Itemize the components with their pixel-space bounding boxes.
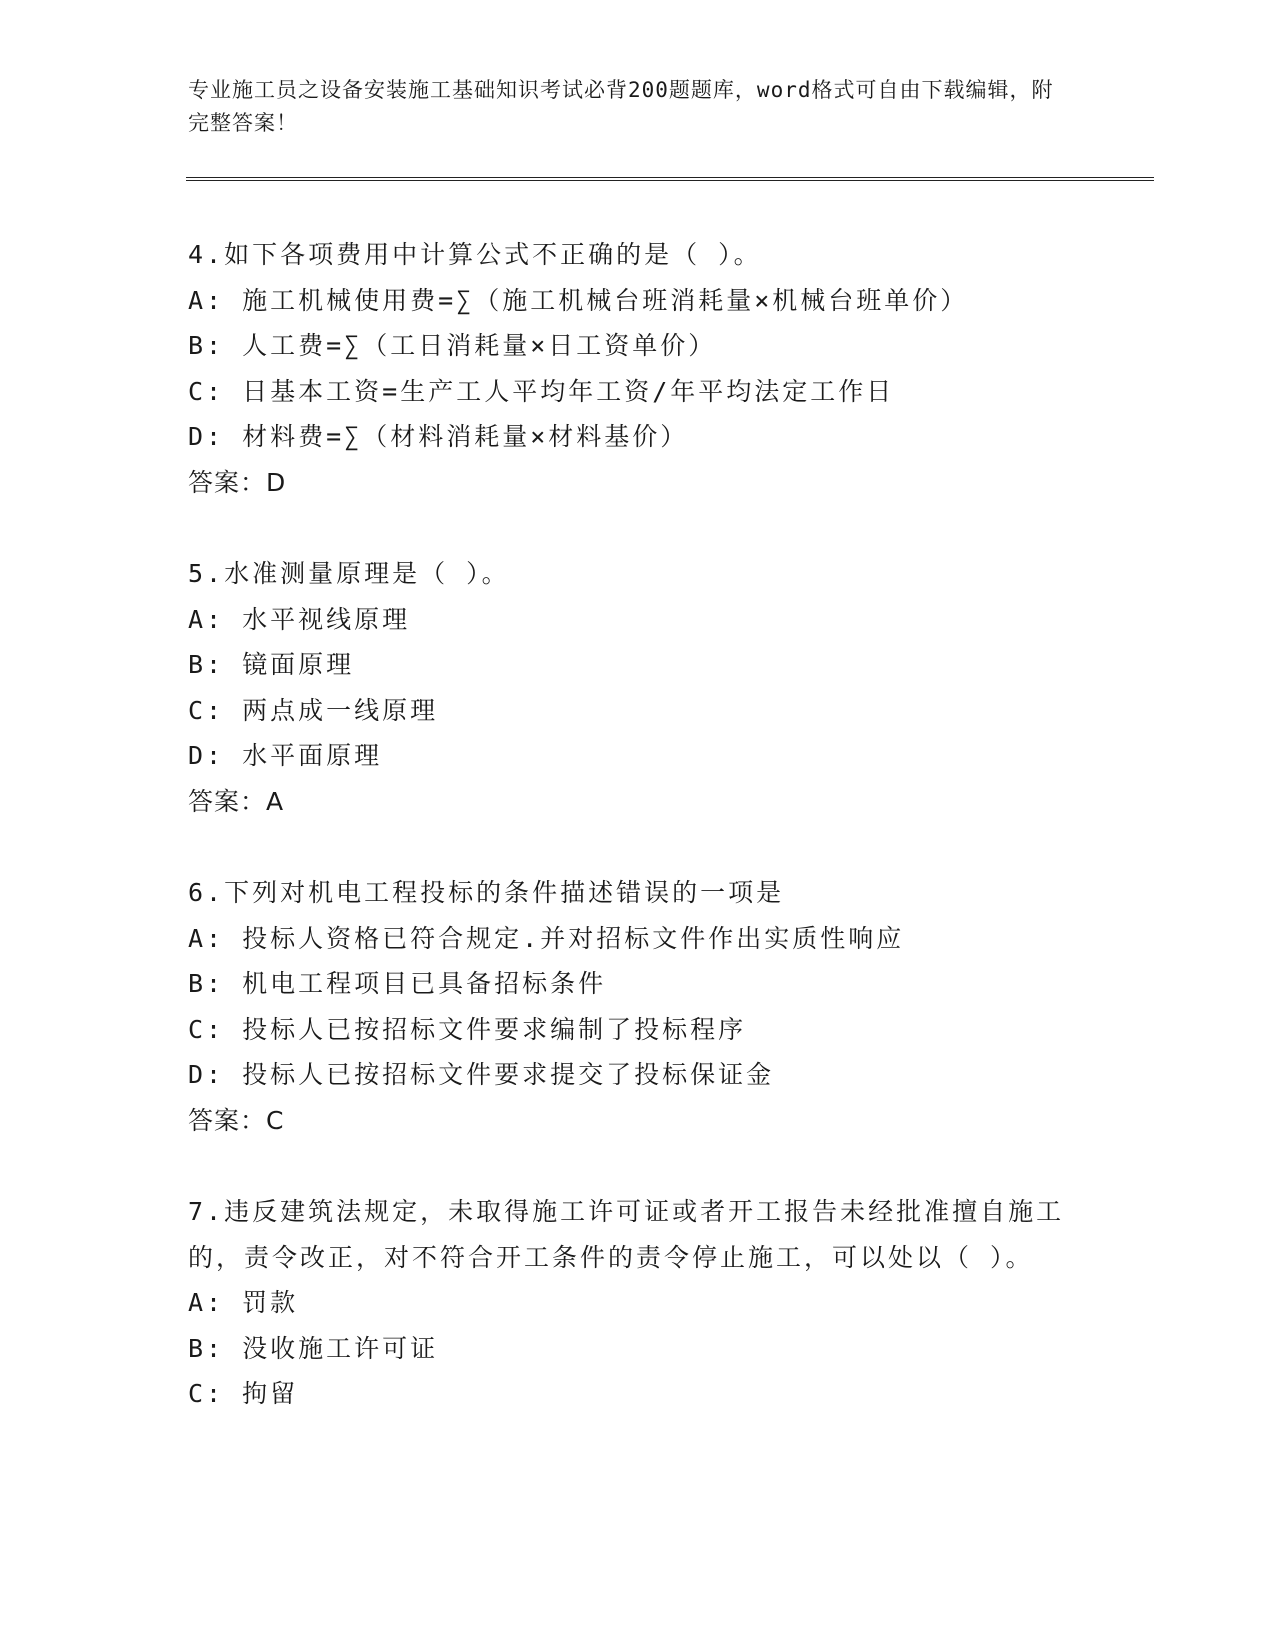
option-a: A: 罚款 (188, 1288, 299, 1317)
document-title: 专业施工员之设备安装施工基础知识考试必背200题题库，word格式可自由下载编辑，附完整答案！ (188, 78, 1054, 135)
option-a: A: 投标人资格已符合规定.并对招标文件作出实质性响应 (188, 923, 905, 953)
page-header (188, 74, 1068, 140)
option-b: B: 人工费=∑（工日消耗量×日工资单价） (188, 331, 717, 360)
question-stem: 7.违反建筑法规定，未取得施工许可证或者开工报告未经批准擅自施工的，责令改正，对不符合开工条件的责令停止施工，可以处以（ ）。 (188, 1197, 1065, 1272)
option-c: C: 拘留 (188, 1379, 299, 1408)
answer-text: 答案：C (188, 1105, 285, 1135)
question-stem: 4.如下各项费用中计算公式不正确的是（ ）。 (188, 240, 762, 269)
question-7 (188, 1189, 1068, 1417)
option-a: A: 水平视线原理 (188, 604, 411, 634)
answer-text: 答案：D (188, 467, 287, 497)
question-5 (188, 551, 1068, 824)
option-d: D: 水平面原理 (188, 741, 383, 770)
header-divider (186, 177, 1154, 181)
option-c: C: 投标人已按招标文件要求编制了投标程序 (188, 1014, 747, 1044)
option-b: B: 没收施工许可证 (188, 1333, 439, 1363)
answer-text: 答案：A (188, 786, 285, 816)
option-c: C: 两点成一线原理 (188, 695, 439, 725)
question-4 (188, 232, 1068, 505)
option-c: C: 日基本工资=生产工人平均年工资/年平均法定工作日 (188, 376, 895, 406)
option-d: D: 材料费=∑（材料消耗量×材料基价） (188, 422, 689, 451)
question-stem: 5.水准测量原理是（ ）。 (188, 559, 510, 588)
option-a: A: 施工机械使用费=∑（施工机械台班消耗量×机械台班单价） (188, 285, 969, 315)
question-stem: 6.下列对机电工程投标的条件描述错误的一项是 (188, 878, 785, 907)
option-b: B: 镜面原理 (188, 650, 355, 679)
question-list (188, 232, 1068, 1463)
option-b: B: 机电工程项目已具备招标条件 (188, 969, 607, 998)
option-d: D: 投标人已按招标文件要求提交了投标保证金 (188, 1060, 775, 1089)
question-6 (188, 870, 1068, 1143)
